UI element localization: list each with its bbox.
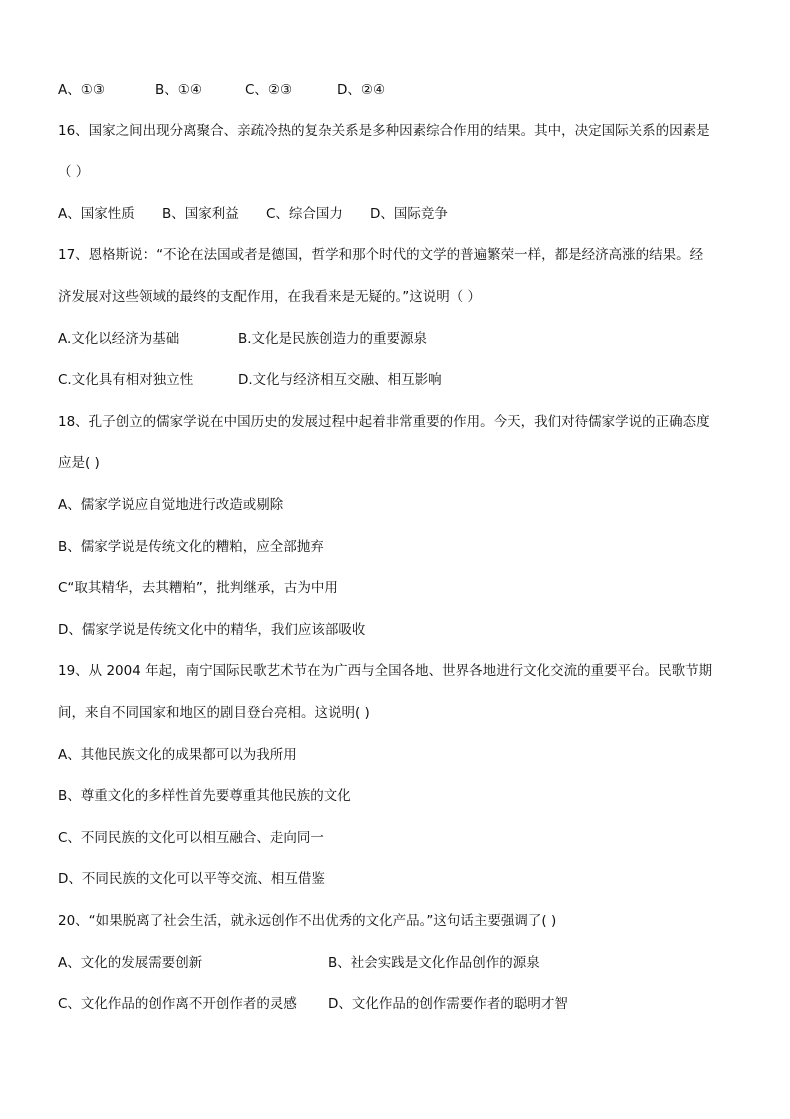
q17-stem-line1: 17、恩格斯说：“不论在法国或者是德国，哲学和那个时代的文学的普遍繁荣一样，都是经济高涨的结果。经 xyxy=(58,247,704,263)
q17-stem-line2: 济发展对这些领域的最终的支配作用，在我看来是无疑的。”这说明（ ） xyxy=(58,289,482,305)
q16-option-d: D、国际竞争 xyxy=(370,206,448,222)
q16-option-a: A、国家性质 xyxy=(58,206,135,222)
q15-option-c: C、②③ xyxy=(245,82,293,98)
q20-option-d: D、文化作品的创作需要作者的聪明才智 xyxy=(328,996,568,1012)
q18-stem-line1: 18、孔子创立的儒家学说在中国历史的发展过程中起着非常重要的作用。今天，我们对待儒家学说的正确态度 xyxy=(58,414,710,430)
q15-option-d: D、②④ xyxy=(337,82,386,98)
q20-option-a: A、文化的发展需要创新 xyxy=(58,955,203,971)
q18-stem-line2: 应是( ) xyxy=(58,455,100,471)
q18-option-b: B、儒家学说是传统文化的糟粕，应全部抛弃 xyxy=(58,539,324,555)
q19-option-b: B、尊重文化的多样性首先要尊重其他民族的文化 xyxy=(58,788,351,804)
q17-option-c: C.文化具有相对独立性 xyxy=(58,372,194,388)
q19-stem-line1: 19、从 2004 年起，南宁国际民歌艺术节在为广西与全国各地、世界各地进行文化交流的重要平台。民歌节期 xyxy=(58,663,713,679)
q16-stem-line1: 16、国家之间出现分离聚合、亲疏冷热的复杂关系是多种因素综合作用的结果。其中，决定国际关系的因素是 xyxy=(58,123,710,139)
q19-option-d: D、不同民族的文化可以平等交流、相互借鉴 xyxy=(58,871,325,887)
q20-stem-line1: 20、“如果脱离了社会生活，就永远创作不出优秀的文化产品。”这句话主要强调了( ) xyxy=(58,913,557,929)
q19-stem-line2: 间，来自不同国家和地区的剧目登台亮相。这说明( ) xyxy=(58,705,370,721)
q17-option-d: D.文化与经济相互交融、相互影响 xyxy=(238,372,442,388)
q19-option-c: C、不同民族的文化可以相互融合、走向同一 xyxy=(58,830,324,846)
q15-option-b: B、①④ xyxy=(155,82,202,98)
q20-option-b: B、社会实践是文化作品创作的源泉 xyxy=(328,955,540,971)
q17-option-b: B.文化是民族创造力的重要源泉 xyxy=(238,331,428,347)
q18-option-d: D、儒家学说是传统文化中的精华，我们应该部吸收 xyxy=(58,622,366,638)
q16-option-c: C、综合国力 xyxy=(266,206,343,222)
q20-option-c: C、文化作品的创作离不开创作者的灵感 xyxy=(58,996,297,1012)
q16-option-b: B、国家利益 xyxy=(162,206,239,222)
q17-option-a: A.文化以经济为基础 xyxy=(58,331,180,347)
q18-option-c: C“取其精华，去其糟粕”，批判继承，古为中用 xyxy=(58,580,338,596)
q16-stem-line2: （ ） xyxy=(58,164,90,180)
q15-option-a: A、①③ xyxy=(58,82,105,98)
q19-option-a: A、其他民族文化的成果都可以为我所用 xyxy=(58,747,297,763)
q18-option-a: A、儒家学说应自觉地进行改造或剔除 xyxy=(58,497,284,513)
